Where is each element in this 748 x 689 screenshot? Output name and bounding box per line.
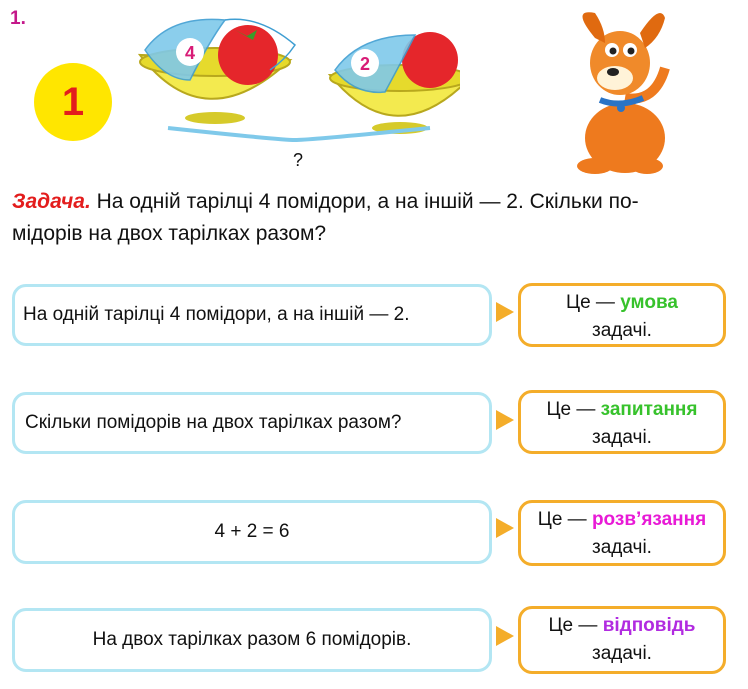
problem-text-line2: мідорів на двох тарілках разом? xyxy=(12,222,327,245)
solution-text: 4 + 2 = 6 xyxy=(214,521,290,542)
solution-textbox xyxy=(12,500,492,564)
exercise-badge-number: 1 xyxy=(61,80,85,124)
question-label-box xyxy=(518,390,726,454)
keyword-answer: відповідь xyxy=(602,615,696,636)
solution-label-box xyxy=(518,500,726,566)
condition-textbox xyxy=(12,284,492,346)
answer-label-box xyxy=(518,606,726,674)
label-suffix: задачі. xyxy=(592,643,652,664)
keyword-condition: умова xyxy=(620,292,678,313)
problem-label: Задача. xyxy=(12,190,91,213)
condition-text: На одній тарілці 4 помідори, а на іншій — 2. xyxy=(23,304,410,325)
tomato-left xyxy=(218,25,278,85)
label-prefix: Це — xyxy=(566,292,621,313)
problem-text-line1: На одній тарілці 4 помідори, а на іншій — 2. Скільки по- xyxy=(90,190,639,213)
label-prefix: Це — xyxy=(548,615,603,636)
pointer-arrow xyxy=(496,626,514,646)
question-textbox xyxy=(12,392,492,454)
answer-text: На двох тарілках разом 6 помідорів. xyxy=(92,629,412,650)
task-number: 1. xyxy=(10,8,26,29)
label-suffix: задачі. xyxy=(592,537,652,558)
pointer-arrow xyxy=(496,302,514,322)
condition-label-box xyxy=(518,283,726,347)
plate-right xyxy=(330,32,460,134)
question-mark: ? xyxy=(292,150,303,170)
keyword-solution: розв’язання xyxy=(591,509,707,530)
pointer-arrow xyxy=(496,518,514,538)
question-text: Скільки помідорів на двох тарілках разом? xyxy=(25,412,402,433)
plate-left-count: 4 xyxy=(184,43,196,63)
label-prefix: Це — xyxy=(537,509,592,530)
label-prefix: Це — xyxy=(546,399,601,420)
label-suffix: задачі. xyxy=(592,427,652,448)
label-suffix: задачі. xyxy=(592,320,652,341)
pointer-arrow xyxy=(496,410,514,430)
plate-left xyxy=(140,19,295,124)
plate-right-count: 2 xyxy=(359,54,371,74)
dog-illustration xyxy=(565,8,680,178)
answer-textbox xyxy=(12,608,492,672)
keyword-question: запитання xyxy=(600,399,698,420)
problem-statement xyxy=(12,186,732,250)
